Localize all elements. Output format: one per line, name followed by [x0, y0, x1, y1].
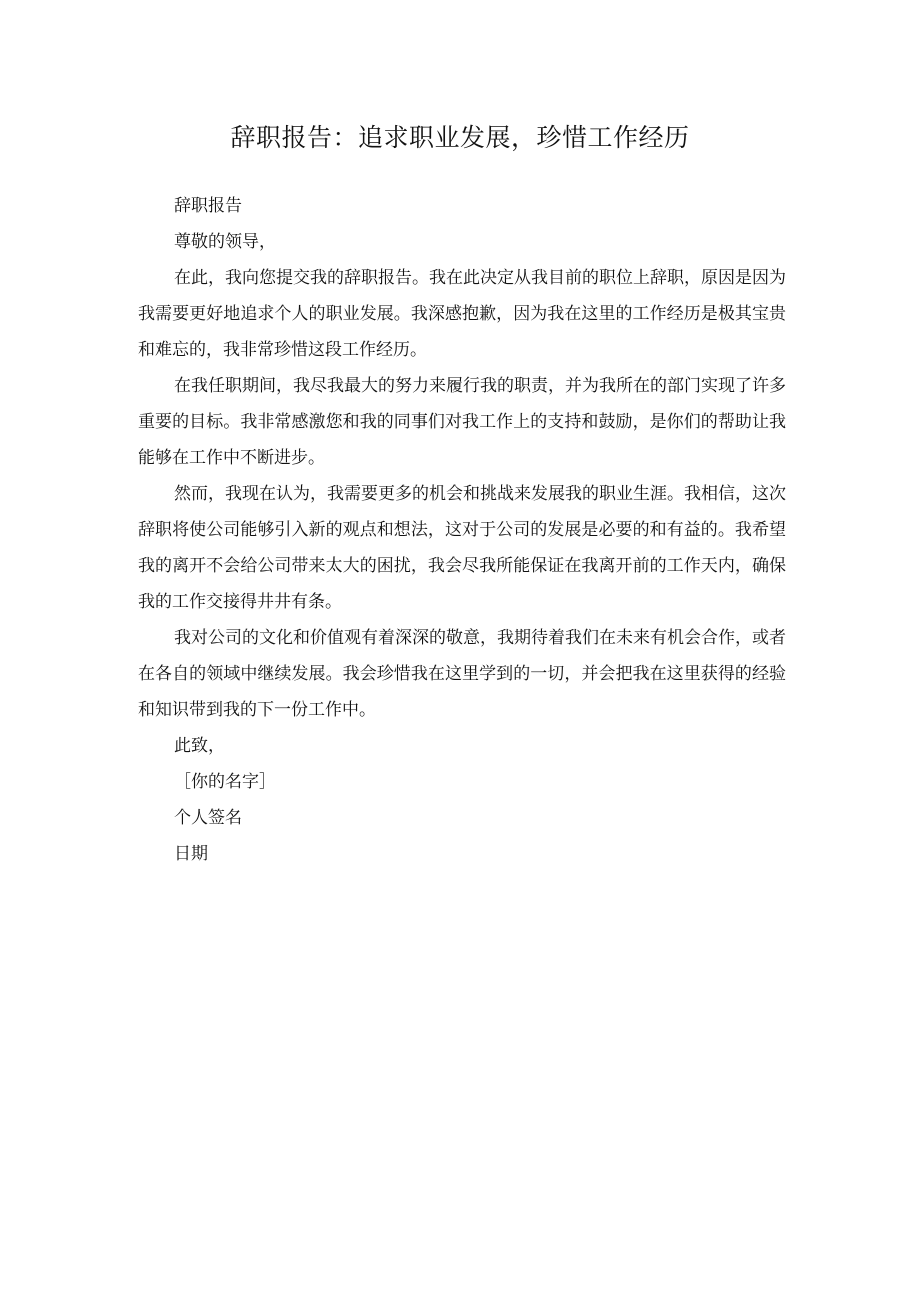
letter-paragraph-1: 在此，我向您提交我的辞职报告。我在此决定从我目前的职位上辞职，原因是因为我需要更好地追求个人的职业发展。我深感抱歉，因为我在这里的工作经历是极其宝贵和难忘的，我非常珍惜这段工作经历。: [138, 268, 786, 360]
letter-date: 日期: [174, 844, 208, 864]
document-title: 辞职报告：追求职业发展，珍惜工作经历: [230, 123, 690, 152]
letter-paragraph-4: 我对公司的文化和价值观有着深深的敬意，我期待着我们在未来有机会合作，或者在各自的领域中继续发展。我会珍惜我在这里学到的一切，并会把我在这里获得的经验和知识带到我的下一份工作中。: [138, 628, 786, 720]
letter-paragraph-2: 在我任职期间，我尽我最大的努力来履行我的职责，并为我所在的部门实现了许多重要的目标。我非常感激您和我的同事们对我工作上的支持和鼓励，是你们的帮助让我能够在工作中不断进步。: [138, 376, 786, 468]
letter-heading: 辞职报告: [174, 196, 242, 216]
letter-name-placeholder: ［你的名字］: [174, 772, 276, 792]
letter-signature: 个人签名: [174, 808, 242, 828]
letter-salutation: 尊敬的领导，: [174, 232, 276, 252]
letter-paragraph-3: 然而，我现在认为，我需要更多的机会和挑战来发展我的职业生涯。我相信，这次辞职将使公司能够引入新的观点和想法，这对于公司的发展是必要的和有益的。我希望我的离开不会给公司带来太大的困扰，我会尽我所能保证在我离开前的工作天内，确保我的工作交接得井井有条。: [138, 484, 786, 612]
document-body: [138, 188, 786, 872]
letter-closing: 此致，: [174, 736, 225, 756]
